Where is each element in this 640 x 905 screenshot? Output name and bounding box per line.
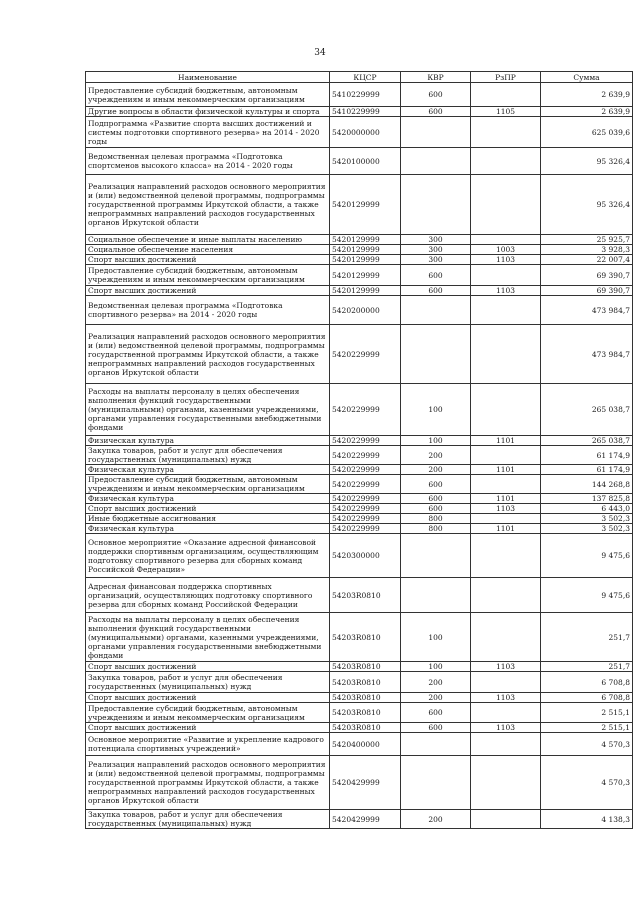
row-name: Социальное обеспечение населения (86, 245, 330, 255)
row-rzpr (471, 514, 541, 524)
row-kcsr: 5420229999 (330, 504, 401, 514)
row-rzpr (471, 475, 541, 494)
row-name: Спорт высших достижений (86, 662, 330, 672)
table-row (86, 148, 633, 175)
table-row (86, 504, 633, 514)
row-sum: 22 007,4 (541, 255, 633, 265)
table-row (86, 672, 633, 693)
row-name: Реализация направлений расходов основного мероприятия и (или) ведомственной целевой программы, подпрограммы государственной программы Иркутской области, а также непрограммных направлений расходов государственных органов Иркутской области (86, 325, 330, 384)
table-row (86, 107, 633, 117)
row-name: Закупка товаров, работ и услуг для обеспечения государственных (муниципальных) нужд (86, 810, 330, 829)
table-row (86, 723, 633, 733)
row-kvr: 300 (401, 245, 471, 255)
row-rzpr: 1103 (471, 662, 541, 672)
row-sum: 3 928,3 (541, 245, 633, 255)
row-name: Спорт высших достижений (86, 693, 330, 703)
row-rzpr: 1103 (471, 504, 541, 514)
table-row (86, 286, 633, 296)
row-rzpr: 1003 (471, 245, 541, 255)
table-row (86, 693, 633, 703)
header-kvr: КВР (401, 72, 471, 83)
row-name: Физическая культура (86, 465, 330, 475)
table-header-row (86, 72, 633, 83)
row-kcsr: 5420429999 (330, 756, 401, 810)
row-name: Подпрограмма «Развитие спорта высших достижений и системы подготовки спортивного резерва» на 2014 - 2020 годы (86, 117, 330, 148)
row-kvr: 600 (401, 504, 471, 514)
row-kvr: 100 (401, 662, 471, 672)
row-sum: 61 174,9 (541, 446, 633, 465)
row-rzpr (471, 117, 541, 148)
row-kcsr: 54203R0810 (330, 578, 401, 613)
table-row (86, 613, 633, 662)
row-sum: 473 984,7 (541, 325, 633, 384)
row-sum: 473 984,7 (541, 296, 633, 325)
row-rzpr (471, 578, 541, 613)
row-sum: 251,7 (541, 613, 633, 662)
row-name: Спорт высших достижений (86, 723, 330, 733)
row-rzpr (471, 446, 541, 465)
row-kvr (401, 756, 471, 810)
row-sum: 137 825,8 (541, 494, 633, 504)
row-name: Спорт высших достижений (86, 286, 330, 296)
row-kvr (401, 325, 471, 384)
row-kcsr: 5420229999 (330, 446, 401, 465)
row-rzpr (471, 296, 541, 325)
page-number: 34 (314, 48, 326, 58)
row-name: Основное мероприятие «Оказание адресной финансовой поддержки спортивным организациям, осуществляющим подготовку спортивного резерва для сборных команд Российской Федерации» (86, 534, 330, 578)
row-name: Ведомственная целевая программа «Подготовка спортсменов высокого класса» на 2014 - 2020 годы (86, 148, 330, 175)
table-row (86, 384, 633, 436)
row-name: Реализация направлений расходов основного мероприятия и (или) ведомственной целевой программы, подпрограммы государственной программы Иркутской области, а также непрограммных направлений расходов государственных органов Иркутской области (86, 175, 330, 235)
row-kcsr: 5420200000 (330, 296, 401, 325)
header-rzpr: РзПР (471, 72, 541, 83)
row-kvr: 600 (401, 475, 471, 494)
table-row (86, 578, 633, 613)
row-kvr: 100 (401, 613, 471, 662)
row-sum: 2 515,1 (541, 723, 633, 733)
row-rzpr (471, 384, 541, 436)
row-kvr: 100 (401, 436, 471, 446)
row-kcsr: 5420229999 (330, 436, 401, 446)
row-kvr (401, 733, 471, 756)
row-sum: 2 515,1 (541, 703, 633, 723)
row-rzpr: 1103 (471, 255, 541, 265)
row-kvr: 300 (401, 235, 471, 245)
row-rzpr (471, 265, 541, 286)
row-kcsr: 5420129999 (330, 255, 401, 265)
row-rzpr (471, 613, 541, 662)
table-row (86, 494, 633, 504)
row-sum: 95 326,4 (541, 175, 633, 235)
row-kcsr: 5420129999 (330, 265, 401, 286)
row-name: Расходы на выплаты персоналу в целях обеспечения выполнения функций государственными (муниципальными) органами, казенными учреждениями, органами управления государственными внебюджетными фондами (86, 384, 330, 436)
table-row (86, 733, 633, 756)
row-name: Предоставление субсидий бюджетным, автономным учреждениям и иным некоммерческим организациям (86, 475, 330, 494)
row-name: Закупка товаров, работ и услуг для обеспечения государственных (муниципальных) нужд (86, 446, 330, 465)
table-row (86, 235, 633, 245)
row-kvr: 200 (401, 672, 471, 693)
row-kcsr: 5420429999 (330, 810, 401, 829)
row-sum: 95 326,4 (541, 148, 633, 175)
table-row (86, 703, 633, 723)
row-kcsr: 5410229999 (330, 107, 401, 117)
row-kvr: 600 (401, 286, 471, 296)
row-rzpr: 1101 (471, 494, 541, 504)
row-name: Закупка товаров, работ и услуг для обеспечения государственных (муниципальных) нужд (86, 672, 330, 693)
row-rzpr (471, 733, 541, 756)
row-sum: 2 639,9 (541, 83, 633, 107)
row-sum: 251,7 (541, 662, 633, 672)
table-row (86, 117, 633, 148)
row-name: Спорт высших достижений (86, 504, 330, 514)
row-kvr (401, 148, 471, 175)
row-rzpr (471, 534, 541, 578)
row-sum: 25 925,7 (541, 235, 633, 245)
row-rzpr (471, 148, 541, 175)
row-kcsr: 54203R0810 (330, 662, 401, 672)
row-kvr: 600 (401, 703, 471, 723)
header-name: Наименование (86, 72, 330, 83)
table-row (86, 475, 633, 494)
table-row (86, 245, 633, 255)
row-rzpr: 1103 (471, 723, 541, 733)
row-kcsr: 5420229999 (330, 325, 401, 384)
row-name: Расходы на выплаты персоналу в целях обеспечения выполнения функций государственными (муниципальными) органами, казенными учреждениями, органами управления государственными внебюджетными фондами (86, 613, 330, 662)
row-name: Предоставление субсидий бюджетным, автономным учреждениям и иным некоммерческим организациям (86, 265, 330, 286)
row-kvr: 600 (401, 83, 471, 107)
table-row (86, 296, 633, 325)
row-sum: 6 708,8 (541, 672, 633, 693)
row-rzpr: 1101 (471, 465, 541, 475)
row-kvr: 300 (401, 255, 471, 265)
row-name: Другие вопросы в области физической культуры и спорта (86, 107, 330, 117)
row-kcsr: 54203R0810 (330, 723, 401, 733)
row-kvr: 100 (401, 384, 471, 436)
table-row (86, 810, 633, 829)
row-rzpr: 1101 (471, 436, 541, 446)
row-kvr (401, 175, 471, 235)
row-sum: 4 570,3 (541, 733, 633, 756)
table-row (86, 662, 633, 672)
row-kvr: 200 (401, 465, 471, 475)
row-kcsr: 54203R0810 (330, 613, 401, 662)
row-kvr: 200 (401, 446, 471, 465)
row-sum: 625 039,6 (541, 117, 633, 148)
row-kcsr: 54203R0810 (330, 703, 401, 723)
row-kcsr: 54203R0810 (330, 693, 401, 703)
row-rzpr (471, 175, 541, 235)
row-sum: 2 639,9 (541, 107, 633, 117)
row-rzpr (471, 325, 541, 384)
row-sum: 265 038,7 (541, 384, 633, 436)
row-kcsr: 5420300000 (330, 534, 401, 578)
row-rzpr (471, 672, 541, 693)
row-sum: 4 570,3 (541, 756, 633, 810)
row-kcsr: 5420400000 (330, 733, 401, 756)
row-name: Социальное обеспечение и иные выплаты населению (86, 235, 330, 245)
row-kcsr: 5420229999 (330, 524, 401, 534)
row-kcsr: 5420129999 (330, 245, 401, 255)
table-row (86, 265, 633, 286)
table-row (86, 446, 633, 465)
row-kvr: 600 (401, 494, 471, 504)
row-sum: 4 138,3 (541, 810, 633, 829)
row-name: Предоставление субсидий бюджетным, автономным учреждениям и иным некоммерческим организациям (86, 703, 330, 723)
header-sum: Сумма (541, 72, 633, 83)
row-name: Адресная финансовая поддержка спортивных организаций, осуществляющих подготовку спортивного резерва для сборных команд Российской Федерации (86, 578, 330, 613)
row-rzpr: 1103 (471, 286, 541, 296)
row-kcsr: 5420129999 (330, 286, 401, 296)
table-row (86, 534, 633, 578)
row-rzpr (471, 756, 541, 810)
row-kcsr: 5420100000 (330, 148, 401, 175)
row-kvr: 800 (401, 524, 471, 534)
row-name: Предоставление субсидий бюджетным, автономным учреждениям и иным некоммерческим организациям (86, 83, 330, 107)
table-row (86, 175, 633, 235)
row-kcsr: 5420229999 (330, 514, 401, 524)
row-name: Ведомственная целевая программа «Подготовка спортивного резерва» на 2014 - 2020 годы (86, 296, 330, 325)
row-sum: 6 443,0 (541, 504, 633, 514)
row-kvr: 600 (401, 107, 471, 117)
row-sum: 61 174,9 (541, 465, 633, 475)
table-row (86, 255, 633, 265)
row-kvr: 600 (401, 265, 471, 286)
row-sum: 6 708,8 (541, 693, 633, 703)
row-name: Иные бюджетные ассигнования (86, 514, 330, 524)
row-kvr: 600 (401, 723, 471, 733)
row-name: Физическая культура (86, 436, 330, 446)
table-row (86, 436, 633, 446)
row-kcsr: 5420129999 (330, 235, 401, 245)
header-kcsr: КЦСР (330, 72, 401, 83)
row-sum: 69 390,7 (541, 265, 633, 286)
table-row (86, 514, 633, 524)
row-name: Физическая культура (86, 524, 330, 534)
row-rzpr (471, 83, 541, 107)
row-kvr: 200 (401, 693, 471, 703)
row-kvr (401, 578, 471, 613)
row-kcsr: 5420229999 (330, 494, 401, 504)
row-name: Реализация направлений расходов основного мероприятия и (или) ведомственной целевой программы, подпрограммы государственной программы Иркутской области, а также непрограммных направлений расходов государственных органов Иркутской области (86, 756, 330, 810)
row-kvr: 200 (401, 810, 471, 829)
row-kcsr: 5420229999 (330, 384, 401, 436)
row-sum: 9 475,6 (541, 534, 633, 578)
table-row (86, 756, 633, 810)
row-kvr (401, 296, 471, 325)
row-kvr (401, 117, 471, 148)
row-rzpr (471, 810, 541, 829)
row-kcsr: 54203R0810 (330, 672, 401, 693)
row-sum: 9 475,6 (541, 578, 633, 613)
table-row (86, 83, 633, 107)
row-kvr: 800 (401, 514, 471, 524)
row-sum: 69 390,7 (541, 286, 633, 296)
table-row (86, 524, 633, 534)
row-rzpr: 1105 (471, 107, 541, 117)
row-kcsr: 5420229999 (330, 475, 401, 494)
row-kcsr: 5420000000 (330, 117, 401, 148)
table-row (86, 325, 633, 384)
row-sum: 3 502,3 (541, 524, 633, 534)
row-name: Спорт высших достижений (86, 255, 330, 265)
row-kcsr: 5420129999 (330, 175, 401, 235)
table-row (86, 465, 633, 475)
row-kcsr: 5410229999 (330, 83, 401, 107)
row-rzpr: 1103 (471, 693, 541, 703)
budget-table (85, 71, 633, 829)
row-kvr (401, 534, 471, 578)
row-sum: 144 268,8 (541, 475, 633, 494)
row-rzpr (471, 235, 541, 245)
row-rzpr (471, 703, 541, 723)
row-name: Основное мероприятие «Развитие и укрепление кадрового потенциала спортивных учреждений» (86, 733, 330, 756)
row-name: Физическая культура (86, 494, 330, 504)
row-kcsr: 5420229999 (330, 465, 401, 475)
row-sum: 265 038,7 (541, 436, 633, 446)
row-rzpr: 1101 (471, 524, 541, 534)
row-sum: 3 502,3 (541, 514, 633, 524)
